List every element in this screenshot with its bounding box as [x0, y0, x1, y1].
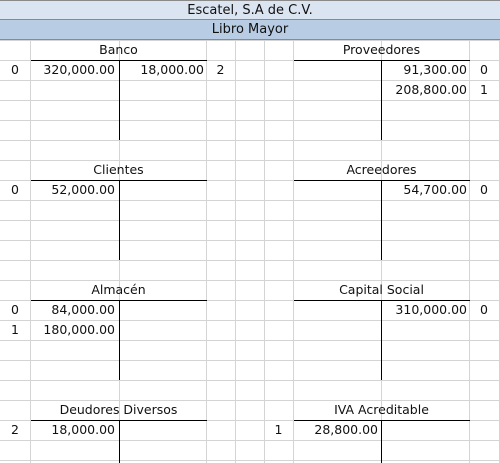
acreedores-credit-ref-0[interactable]: 0 [480, 182, 488, 197]
banco-debit-ref-0[interactable]: 0 [11, 62, 19, 77]
t-account-title-proveedores[interactable]: Proveedores [342, 42, 421, 57]
proveedores-credit-ref-0[interactable]: 0 [480, 62, 488, 77]
capital-social-credit-amount-0[interactable]: 310,000.00 [395, 302, 467, 317]
gridline-horizontal [0, 460, 500, 461]
t-account-title-deudores-diversos[interactable]: Deudores Diversos [59, 402, 178, 417]
proveedores-credit-amount-0[interactable]: 91,300.00 [403, 62, 467, 77]
iva-acreditable-debit-ref-0[interactable]: 1 [274, 422, 283, 437]
company-title-cell[interactable] [0, 0, 500, 20]
t-account-stem-almacen [119, 300, 120, 380]
t-account-stem-acreedores [381, 180, 382, 260]
banco-debit-amount-0[interactable]: 320,000.00 [43, 62, 115, 77]
gridline-horizontal [0, 120, 500, 121]
banco-credit-ref-0[interactable]: 2 [216, 62, 225, 77]
gridline-horizontal [0, 100, 500, 101]
t-account-title-almacen[interactable]: Almacén [91, 282, 146, 297]
t-account-title-banco[interactable]: Banco [99, 42, 138, 57]
t-account-stem-proveedores [381, 60, 382, 140]
deudores-diversos-debit-ref-0[interactable]: 2 [11, 422, 19, 437]
t-account-title-acreedores[interactable]: Acreedores [346, 162, 417, 177]
clientes-debit-amount-0[interactable]: 52,000.00 [51, 182, 115, 197]
t-account-stem-clientes [119, 180, 120, 260]
almacen-debit-ref-1[interactable]: 1 [11, 322, 19, 337]
t-account-stem-deudores-diversos [119, 420, 120, 463]
capital-social-credit-ref-0[interactable]: 0 [480, 302, 488, 317]
ledger-title-cell[interactable] [0, 20, 500, 40]
t-account-title-iva-acreditable[interactable]: IVA Acreditable [334, 402, 429, 417]
gridline-horizontal [0, 360, 500, 361]
gridline-horizontal [0, 140, 500, 141]
t-account-title-clientes[interactable]: Clientes [93, 162, 144, 177]
gridline-horizontal [0, 380, 500, 381]
gridline-horizontal [0, 260, 500, 261]
gridline-horizontal [0, 340, 500, 341]
iva-acreditable-debit-amount-0[interactable]: 28,800.00 [314, 422, 378, 437]
gridline-horizontal [0, 240, 500, 241]
t-account-stem-capital-social [381, 300, 382, 380]
gridline-horizontal [0, 220, 500, 221]
almacen-debit-amount-1[interactable]: 180,000.00 [43, 322, 115, 337]
almacen-debit-amount-0[interactable]: 84,000.00 [51, 302, 115, 317]
clientes-debit-ref-0[interactable]: 0 [11, 182, 19, 197]
acreedores-credit-amount-0[interactable]: 54,700.00 [403, 182, 467, 197]
gridline-horizontal [0, 440, 500, 441]
ledger-title: Libro Mayor [211, 22, 289, 37]
t-account-stem-iva-acreditable [381, 420, 382, 463]
t-account-title-capital-social[interactable]: Capital Social [339, 282, 424, 297]
banco-credit-amount-0[interactable]: 18,000.00 [140, 62, 204, 77]
gridline-horizontal [0, 200, 500, 201]
company-name: Escatel, S.A de C.V. [187, 3, 313, 18]
proveedores-credit-amount-1[interactable]: 208,800.00 [395, 82, 467, 97]
almacen-debit-ref-0[interactable]: 0 [11, 302, 19, 317]
deudores-diversos-debit-amount-0[interactable]: 18,000.00 [51, 422, 115, 437]
proveedores-credit-ref-1[interactable]: 1 [480, 82, 488, 97]
